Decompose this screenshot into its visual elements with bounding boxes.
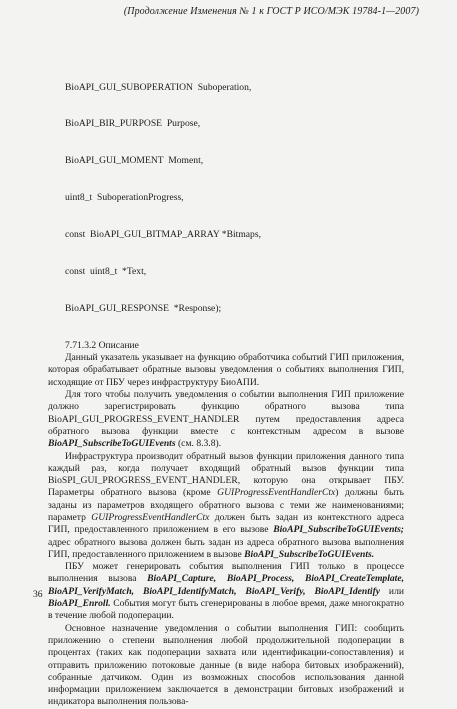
function-name: BioAPI_SubscribeToGUIEvents: [48, 438, 176, 450]
text-run: Для того чтобы получить уведомления о событии выполнения ГИП приложение должно зарегистрировать функцию обратного вызова типа BioAPI_GUI_PROGRESS_EVENT_HANDLER путем предоставления адреса обратного вызова функции вместе с контекстным адресом в вызове: [48, 389, 404, 437]
function-name: BioAPI_SubscribeToGUIEvents.: [244, 548, 375, 560]
text-run: или: [380, 585, 404, 597]
text-run: ) должны быть заданы из параметров входящего обратного вызова с теми же наименованиями; параметр: [48, 487, 404, 523]
text-run: должен быть задан из контекстного адреса ГИП, предоставленного приложением в его вызове: [48, 511, 404, 536]
code-line: BioAPI_BIR_PURPOSE Purpose,: [65, 118, 201, 130]
section-heading: 7.71.3.2 Описание: [65, 339, 139, 351]
document-body: [48, 57, 404, 709]
code-line: const uint8_t *Text,: [65, 266, 147, 278]
function-name: BioAPI_SubscribeToGUIEvents;: [273, 524, 404, 536]
text-run: ПБУ может генерировать события выполнения ГИП только в процессе выполнения вызова: [48, 561, 404, 585]
text-run: (см. 8.3.8).: [175, 438, 222, 450]
paragraph-2: [48, 389, 404, 450]
paragraph-4: [48, 561, 404, 622]
text-run: Инфраструктура производит обратный вызов функции приложения данного типа каждый раз, когда получает входящий обратный вызов функции типа BioSPI_GUI_PROGRESS_EVENT_HANDLER, которую она открывает ПБУ. Параметры обратного вызова (кроме: [48, 450, 404, 499]
page-number: 36: [33, 589, 43, 600]
paragraph-3: [48, 451, 404, 562]
page-header: (Продолжение Изменения № 1 к ГОСТ Р ИСО/МЭК 19784-1—2007): [123, 6, 419, 17]
parameter-name: GUIProgressEventHandlerCtx: [91, 511, 210, 523]
code-line: uint8_t SuboperationProgress,: [65, 192, 184, 204]
code-line: BioAPI_GUI_MOMENT Moment,: [65, 155, 204, 167]
function-list: BioAPI_Capture, BioAPI_Process, BioAPI_CreateTemplate, BioAPI_VerifyMatch, BioAPI_IdentifyMatch, BioAPI_Verify, BioAPI_Identify: [48, 573, 404, 597]
code-line: BioAPI_GUI_SUBOPERATION Suboperation,: [65, 81, 252, 93]
parameter-name: GUIProgressEventHandlerCtx: [217, 487, 336, 499]
function-name: BioAPI_Enroll.: [48, 598, 111, 610]
code-block: [48, 57, 404, 340]
text-run: События могут быть сгенерированы в любое время, даже многократно в течение любой подоперации.: [48, 598, 404, 622]
paragraph-5: Основное назначение уведомления о событии выполнения ГИП: сообщить приложению о степени выполнения любой продолжительной подоперации в процентах (таких как подоперации захвата или идентификации-сопоставления) и отправить приложению потоковые данные (в виде набора битовых изображений), собранные датчиком. Один из возможных способов использования данной информации приложением заключается в демонстрации битовых изображений и индикатора выполнения пользова-: [48, 622, 404, 708]
text-run: адрес обратного вызова должен быть задан из адреса обратного вызова выполнения ГИП, предоставленного приложением в вызове: [48, 536, 404, 560]
code-line: const BioAPI_GUI_BITMAP_ARRAY *Bitmaps,: [65, 229, 261, 241]
code-line: BioAPI_GUI_RESPONSE *Response);: [65, 302, 222, 314]
paragraph-1: Данный указатель указывает на функцию обработчика событий ГИП приложения, которая обрабатывает обратные вызовы уведомления о событиях выполнения ГИП, исходящие от ПБУ через инфраструктуру БиоАПИ.: [48, 352, 404, 388]
